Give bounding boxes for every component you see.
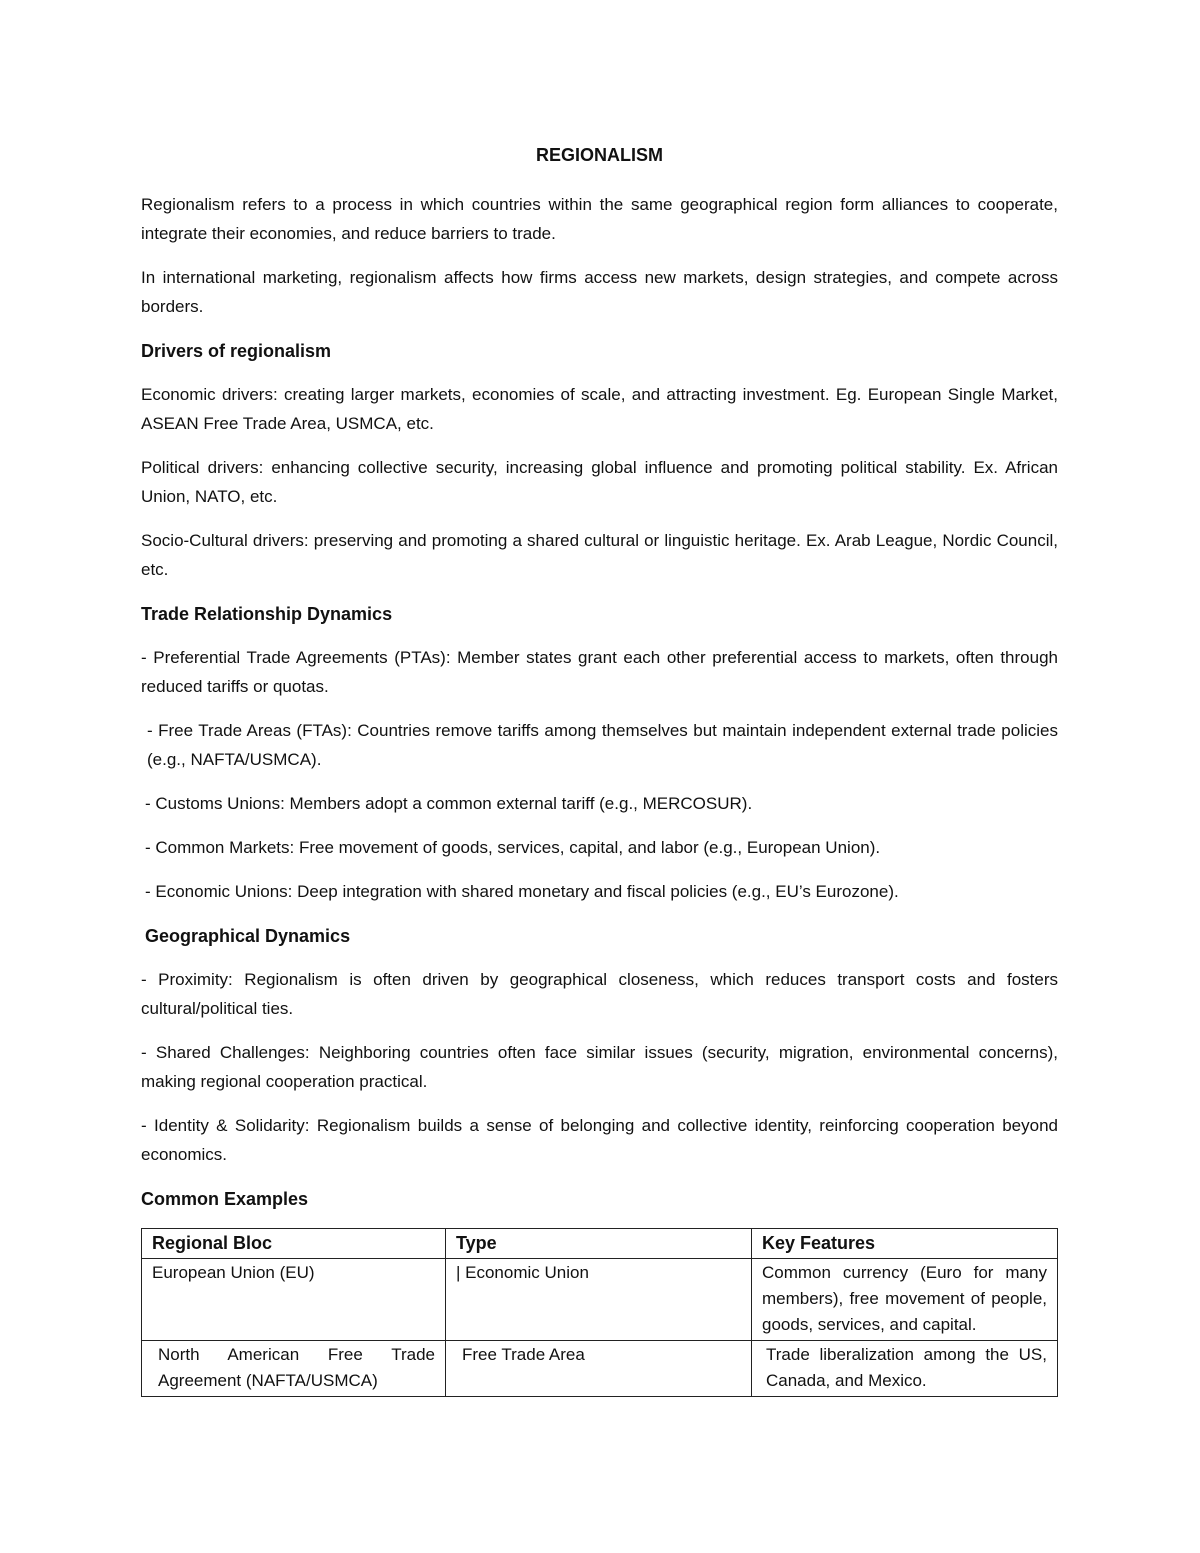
table-cell-features: Trade liberalization among the US, Canada, and Mexico.	[752, 1341, 1058, 1397]
column-header-bloc: Regional Bloc	[142, 1229, 446, 1259]
geo-item-identity: - Identity & Solidarity: Regionalism builds a sense of belonging and collective identity, reinforcing cooperation beyond economics.	[141, 1116, 1058, 1164]
table-cell-bloc: European Union (EU)	[142, 1259, 446, 1341]
drivers-heading: Drivers of regionalism	[141, 341, 332, 361]
geo-item-shared-challenges: - Shared Challenges: Neighboring countries often face similar issues (security, migration, environmental concerns), making regional cooperation practical.	[141, 1043, 1058, 1091]
intro-paragraph-2: In international marketing, regionalism affects how firms access new markets, design strategies, and compete across borders.	[141, 268, 1058, 316]
trade-item-ptas: - Preferential Trade Agreements (PTAs): Member states grant each other preferential access to markets, often through reduced tariffs or quotas.	[141, 648, 1058, 696]
intro-paragraph-1: Regionalism refers to a process in which countries within the same geographical region form alliances to cooperate, integrate their economies, and reduce barriers to trade.	[141, 195, 1058, 243]
trade-item-economic-unions: - Economic Unions: Deep integration with shared monetary and fiscal policies (e.g., EU’s Eurozone).	[145, 882, 899, 901]
trade-heading: Trade Relationship Dynamics	[141, 604, 393, 624]
column-header-features: Key Features	[752, 1229, 1058, 1259]
document-page	[141, 140, 1058, 1397]
examples-table	[141, 1228, 1058, 1397]
driver-economic: Economic drivers: creating larger markets, economies of scale, and attracting investment. Eg. European Single Market, ASEAN Free Trade Area, USMCA, etc.	[141, 385, 1058, 433]
table-cell-features: Common currency (Euro for many members), free movement of people, goods, services, and capital.	[752, 1259, 1058, 1341]
page-title: REGIONALISM	[535, 145, 663, 165]
table-cell-type: | Economic Union	[446, 1259, 752, 1341]
table-cell-bloc: North American Free Trade Agreement (NAFTA/USMCA)	[142, 1341, 446, 1397]
table-row	[142, 1341, 1058, 1397]
geo-heading: Geographical Dynamics	[145, 926, 351, 946]
table-header-row	[142, 1229, 1058, 1259]
trade-item-ftas: - Free Trade Areas (FTAs): Countries remove tariffs among themselves but maintain independent external trade policies (e.g., NAFTA/USMCA).	[147, 721, 1058, 769]
geo-item-proximity: - Proximity: Regionalism is often driven by geographical closeness, which reduces transport costs and fosters cultural/political ties.	[141, 970, 1058, 1018]
column-header-type: Type	[446, 1229, 752, 1259]
examples-heading: Common Examples	[141, 1189, 309, 1209]
table-cell-type: Free Trade Area	[446, 1341, 752, 1397]
driver-political: Political drivers: enhancing collective security, increasing global influence and promoting political stability. Ex. African Union, NATO, etc.	[141, 458, 1058, 506]
driver-socio-cultural: Socio-Cultural drivers: preserving and promoting a shared cultural or linguistic heritage. Ex. Arab League, Nordic Council, etc.	[141, 531, 1058, 579]
trade-item-customs-unions: - Customs Unions: Members adopt a common external tariff (e.g., MERCOSUR).	[145, 794, 753, 813]
table-row	[142, 1259, 1058, 1341]
trade-item-common-markets: - Common Markets: Free movement of goods, services, capital, and labor (e.g., European Union).	[145, 838, 881, 857]
